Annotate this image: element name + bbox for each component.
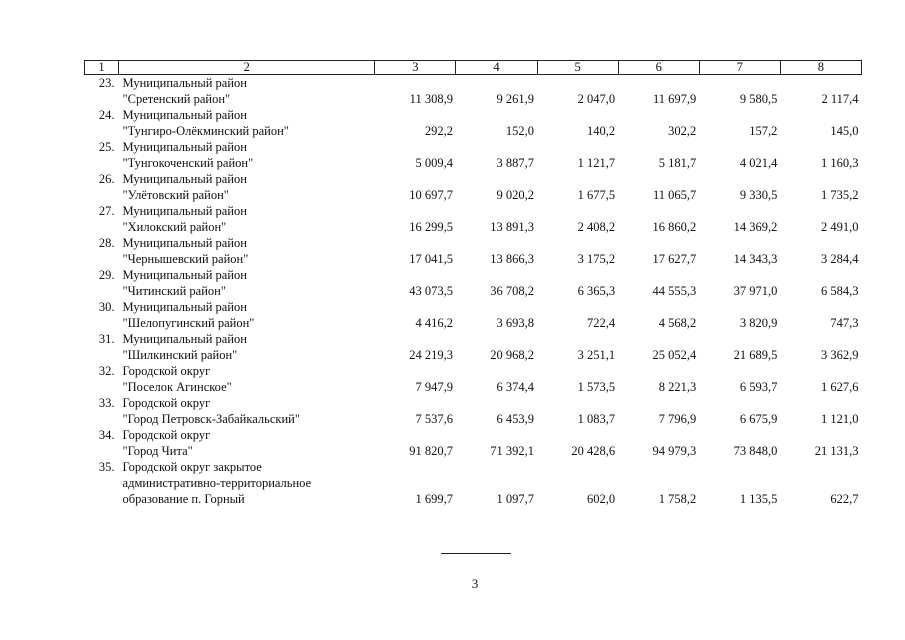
cell-col-5: 602,0 — [587, 492, 616, 506]
column-header-2: 2 — [119, 61, 375, 75]
column-header-6: 6 — [618, 61, 699, 75]
cell-col-8: 21 131,3 — [814, 444, 859, 458]
cell-col-4: 20 968,2 — [490, 348, 535, 362]
cell-col-7: 6 593,7 — [739, 380, 778, 394]
row-name-line: "Улётовский район" — [122, 188, 229, 202]
column-header-7: 7 — [699, 61, 780, 75]
column-header-5: 5 — [537, 61, 618, 75]
row-name — [119, 331, 375, 363]
table-body — [85, 75, 862, 508]
cell-col-4: 6 453,9 — [496, 412, 535, 426]
cell-col-6: 25 052,4 — [652, 348, 697, 362]
column-header-1: 1 — [85, 61, 119, 75]
row-number: 23. — [98, 76, 115, 90]
cell-col-5: 3 175,2 — [577, 252, 616, 266]
row-name-line: административно-территориальное — [122, 476, 312, 490]
row-number: 26. — [98, 172, 115, 186]
row-number: 33. — [98, 396, 115, 410]
cell-col-3: 7 947,9 — [415, 380, 453, 394]
column-header-8: 8 — [780, 61, 861, 75]
cell-col-3: 17 041,5 — [409, 252, 453, 266]
cell-col-8: 145,0 — [830, 124, 859, 138]
row-name-line: Муниципальный район — [122, 172, 247, 186]
cell-col-7: 37 971,0 — [733, 284, 778, 298]
row-name-line: Муниципальный район — [122, 76, 247, 90]
cell-col-3: 292,2 — [424, 124, 453, 138]
cell-col-7: 6 675,9 — [739, 412, 778, 426]
cell-col-8: 747,3 — [830, 316, 859, 330]
row-name — [119, 75, 375, 108]
row-name-line: "Город Чита" — [122, 444, 193, 458]
cell-col-4: 152,0 — [505, 124, 535, 138]
row-name-line: "Тунгиро-Олёкминский район" — [122, 124, 289, 138]
row-number: 34. — [98, 428, 115, 442]
table-row — [85, 75, 862, 108]
cell-col-3: 10 697,7 — [409, 188, 453, 202]
row-name-line: "Поселок Агинское" — [122, 380, 232, 394]
cell-col-7: 73 848,0 — [733, 444, 778, 458]
cell-col-4: 36 708,2 — [490, 284, 535, 298]
cell-col-7: 14 369,2 — [733, 220, 778, 234]
row-name — [119, 139, 375, 171]
row-name-line: Городской округ — [122, 396, 211, 410]
cell-col-8: 1 121,0 — [821, 412, 859, 426]
cell-col-5: 2 047,0 — [577, 92, 616, 106]
row-number: 30. — [98, 300, 115, 314]
cell-col-4: 1 097,7 — [496, 492, 535, 506]
cell-col-6: 4 568,2 — [658, 316, 697, 330]
row-name-line: Муниципальный район — [122, 332, 247, 346]
cell-col-6: 7 796,9 — [658, 412, 697, 426]
row-name — [119, 171, 375, 203]
row-number: 27. — [98, 204, 115, 218]
row-name — [119, 235, 375, 267]
table-row — [85, 299, 862, 331]
row-name-line: Муниципальный район — [122, 300, 247, 314]
row-name — [119, 267, 375, 299]
table-row — [85, 363, 862, 395]
cell-col-3: 1 699,7 — [415, 492, 453, 506]
cell-col-6: 1 758,2 — [658, 492, 697, 506]
cell-col-5: 722,4 — [587, 316, 616, 330]
row-name-line: "Шелопугинский район" — [122, 316, 255, 330]
table-row — [85, 203, 862, 235]
cell-col-4: 71 392,1 — [490, 444, 535, 458]
cell-col-4: 3 693,8 — [496, 316, 535, 330]
table-row — [85, 139, 862, 171]
table-row — [85, 459, 862, 507]
row-name-line: образование п. Горный — [122, 492, 245, 506]
cell-col-4: 6 374,4 — [496, 380, 535, 394]
cell-col-3: 4 416,2 — [415, 316, 453, 330]
row-name-line: "Хилокский район" — [122, 220, 227, 234]
row-number: 24. — [98, 108, 115, 122]
row-number: 25. — [98, 140, 115, 154]
cell-col-7: 3 820,9 — [739, 316, 778, 330]
cell-col-8: 1 627,6 — [821, 380, 859, 394]
cell-col-7: 4 021,4 — [739, 156, 778, 170]
cell-col-3: 7 537,6 — [415, 412, 453, 426]
cell-col-3: 11 308,9 — [409, 92, 453, 106]
cell-col-6: 5 181,7 — [658, 156, 697, 170]
cell-col-8: 6 584,3 — [821, 284, 859, 298]
cell-col-5: 1 573,5 — [577, 380, 616, 394]
cell-col-4: 9 261,9 — [496, 92, 535, 106]
cell-col-5: 20 428,6 — [571, 444, 616, 458]
header-row — [85, 61, 862, 75]
column-header-4: 4 — [456, 61, 537, 75]
row-name-line: Муниципальный район — [122, 108, 247, 122]
table-row — [85, 235, 862, 267]
row-name-line: "Шилкинский район" — [122, 348, 238, 362]
cell-col-7: 14 343,3 — [733, 252, 778, 266]
cell-col-6: 11 065,7 — [652, 188, 697, 202]
cell-col-4: 3 887,7 — [496, 156, 535, 170]
row-number: 32. — [98, 364, 115, 378]
cell-col-4: 13 891,3 — [490, 220, 535, 234]
cell-col-7: 9 330,5 — [739, 188, 778, 202]
row-name-line: Муниципальный район — [122, 268, 247, 282]
table-header — [85, 61, 862, 75]
cell-col-6: 302,2 — [668, 124, 697, 138]
cell-col-6: 8 221,3 — [658, 380, 697, 394]
cell-col-5: 3 251,1 — [577, 348, 616, 362]
row-name — [119, 203, 375, 235]
budget-table — [84, 60, 862, 507]
table-row — [85, 107, 862, 139]
cell-col-5: 1 677,5 — [577, 188, 616, 202]
row-name-line: Муниципальный район — [122, 140, 247, 154]
page-number: 3 — [471, 576, 479, 591]
cell-col-4: 9 020,2 — [496, 188, 535, 202]
row-number: 35. — [98, 460, 115, 474]
row-name-line: "Читинский район" — [122, 284, 226, 298]
cell-col-5: 2 408,2 — [577, 220, 616, 234]
row-name — [119, 363, 375, 395]
row-name-line: Городской округ закрытое — [122, 460, 262, 474]
row-name-line: Городской округ — [122, 428, 211, 442]
row-name — [119, 427, 375, 459]
cell-col-3: 24 219,3 — [409, 348, 453, 362]
row-name-line: "Тунгокоченский район" — [122, 156, 254, 170]
cell-col-5: 140,2 — [587, 124, 616, 138]
cell-col-3: 5 009,4 — [415, 156, 453, 170]
cell-col-8: 2 491,0 — [821, 220, 859, 234]
cell-col-8: 1 735,2 — [821, 188, 859, 202]
row-number: 28. — [98, 236, 115, 250]
cell-col-5: 1 121,7 — [577, 156, 616, 170]
cell-col-8: 3 284,4 — [821, 252, 859, 266]
cell-col-6: 94 979,3 — [652, 444, 697, 458]
cell-col-7: 1 135,5 — [739, 492, 778, 506]
table-row — [85, 171, 862, 203]
row-name-line: "Город Петровск-Забайкальский" — [122, 412, 300, 426]
cell-col-6: 44 555,3 — [652, 284, 697, 298]
row-name-line: "Сретенский район" — [122, 92, 231, 106]
cell-col-7: 9 580,5 — [739, 92, 778, 106]
table-row — [85, 331, 862, 363]
cell-col-8: 3 362,9 — [821, 348, 859, 362]
cell-col-8: 2 117,4 — [821, 92, 859, 106]
table-row — [85, 395, 862, 427]
table-row — [85, 427, 862, 459]
cell-col-4: 13 866,3 — [490, 252, 535, 266]
row-name — [119, 107, 375, 139]
row-name-line: "Чернышевский район" — [122, 252, 249, 266]
cell-col-6: 16 860,2 — [652, 220, 697, 234]
row-name-line: Муниципальный район — [122, 236, 247, 250]
row-name-line: Городской округ — [122, 364, 211, 378]
cell-col-6: 11 697,9 — [652, 92, 697, 106]
cell-col-7: 157,2 — [749, 124, 778, 138]
row-name-line: Муниципальный район — [122, 204, 247, 218]
row-number: 29. — [98, 268, 115, 282]
cell-col-5: 1 083,7 — [577, 412, 616, 426]
footer-divider — [441, 553, 511, 554]
cell-col-3: 16 299,5 — [409, 220, 453, 234]
cell-col-7: 21 689,5 — [733, 348, 778, 362]
row-name — [119, 299, 375, 331]
row-name — [119, 395, 375, 427]
row-name — [119, 459, 375, 507]
cell-col-5: 6 365,3 — [577, 284, 616, 298]
cell-col-8: 1 160,3 — [821, 156, 859, 170]
cell-col-6: 17 627,7 — [652, 252, 697, 266]
row-number: 31. — [98, 332, 115, 346]
cell-col-3: 43 073,5 — [409, 284, 453, 298]
cell-col-3: 91 820,7 — [409, 444, 453, 458]
column-header-3: 3 — [375, 61, 456, 75]
cell-col-8: 622,7 — [830, 492, 859, 506]
table-row — [85, 267, 862, 299]
